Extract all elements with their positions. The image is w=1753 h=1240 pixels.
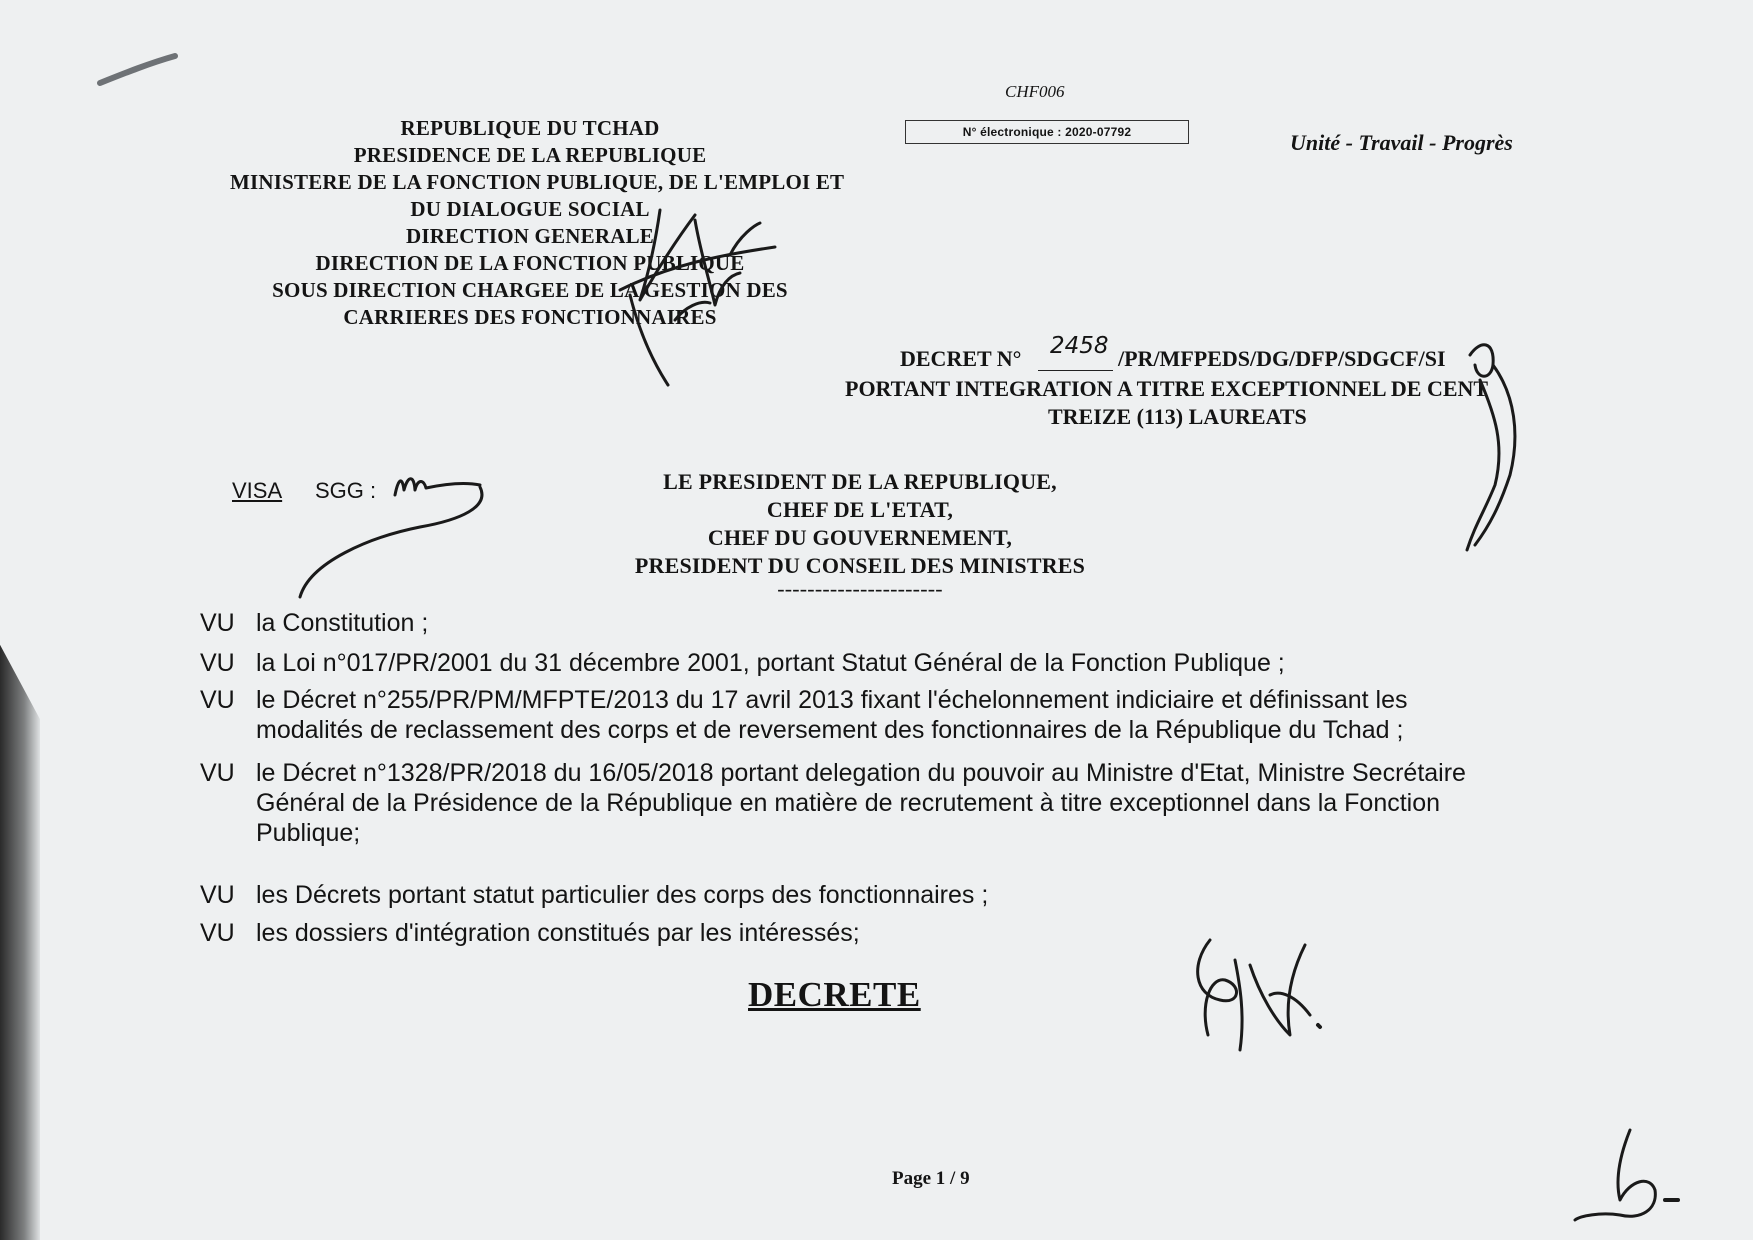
decree-number: 2458 xyxy=(1050,333,1109,359)
header-initials-signature xyxy=(600,195,840,395)
header-line: DU DIALOGUE SOCIAL xyxy=(410,197,650,221)
page-number: Page 1 / 9 xyxy=(892,1168,970,1189)
decree-label: DECRET N° xyxy=(900,346,1022,371)
decree-margin-signature xyxy=(1455,335,1545,555)
president-line: CHEF DE L'ETAT, xyxy=(766,497,954,522)
electronic-number-box: N° électronique : 2020-07792 xyxy=(905,120,1189,144)
consideration-item xyxy=(200,685,1510,745)
header-line: PRESIDENCE DE LA REPUBLIQUE xyxy=(353,143,707,167)
decree-reference: /PR/MFPEDS/DG/DFP/SDGCF/SI xyxy=(1118,346,1446,371)
header-line: DIRECTION GENERALE xyxy=(405,224,655,248)
consideration-key: VU xyxy=(200,649,235,677)
header-line: CARRIERES DES FONCTIONNAIRES xyxy=(343,305,717,329)
decree-subject-line1: PORTANT INTEGRATION A TITRE EXCEPTIONNEL DE CENT xyxy=(845,376,1489,401)
consideration-text: la Constitution ; xyxy=(256,609,429,637)
page-initial-signature xyxy=(1570,1120,1700,1230)
president-title-block xyxy=(600,468,1120,601)
main-signature xyxy=(1180,925,1330,1065)
header-line: SOUS DIRECTION CHARGEE DE LA GESTION DES xyxy=(272,278,788,302)
president-line: CHEF DU GOUVERNEMENT, xyxy=(707,525,1013,550)
decree-subject-line2: TREIZE (113) LAUREATS xyxy=(1048,404,1307,429)
visa-label: VISA xyxy=(232,478,283,503)
separator: ---------------------- xyxy=(777,576,943,601)
header-line: MINISTERE DE LA FONCTION PUBLIQUE, DE L'EMPLOI ET xyxy=(230,170,845,194)
president-line: PRESIDENT DU CONSEIL DES MINISTRES xyxy=(634,553,1086,578)
consideration-text: les dossiers d'intégration constitués par les intéressés; xyxy=(256,919,860,947)
visa-sgg-label: SGG : xyxy=(315,478,377,503)
visa-flourish-signature xyxy=(290,482,490,602)
consideration-key: VU xyxy=(200,881,235,909)
consideration-key: VU xyxy=(200,686,235,714)
consideration-item xyxy=(200,608,1500,638)
consideration-key: VU xyxy=(200,609,235,637)
consideration-item xyxy=(200,758,1510,848)
header-line: REPUBLIQUE DU TCHAD xyxy=(400,116,660,140)
consideration-item xyxy=(200,648,1500,678)
consideration-text: la Loi n°017/PR/2001 du 31 décembre 2001, portant Statut Général de la Fonction Publique ; xyxy=(256,649,1285,677)
decree-number-line xyxy=(1038,370,1113,371)
consideration-key: VU xyxy=(200,759,235,787)
consideration-key: VU xyxy=(200,919,235,947)
consideration-text: le Décret n°1328/PR/2018 du 16/05/2018 portant delegation du pouvoir au Ministre d'Etat, Ministre Secrétaire Général de la Présidence de la République en matière de recrutement à titre exceptionnel dans la Fonction Publique; xyxy=(256,759,1466,847)
header-line: DIRECTION DE LA FONCTION PUBLIQUE xyxy=(315,251,745,275)
document-code: CHF006 xyxy=(1005,82,1065,101)
pen-stroke-mark xyxy=(95,48,185,98)
consideration-text: les Décrets portant statut particulier des corps des fonctionnaires ; xyxy=(256,881,989,909)
president-line: LE PRESIDENT DE LA REPUBLIQUE, xyxy=(663,469,1057,494)
consideration-text: le Décret n°255/PR/PM/MFPTE/2013 du 17 avril 2013 fixant l'échelonnement indiciaire et définissant les modalités de reclassement des corps et de reversement des fonctionnaires de la République du Tchad ; xyxy=(256,686,1408,744)
national-motto: Unité - Travail - Progrès xyxy=(1290,130,1513,155)
decrete-heading: DECRETE xyxy=(748,975,921,1014)
consideration-item xyxy=(200,880,1500,910)
